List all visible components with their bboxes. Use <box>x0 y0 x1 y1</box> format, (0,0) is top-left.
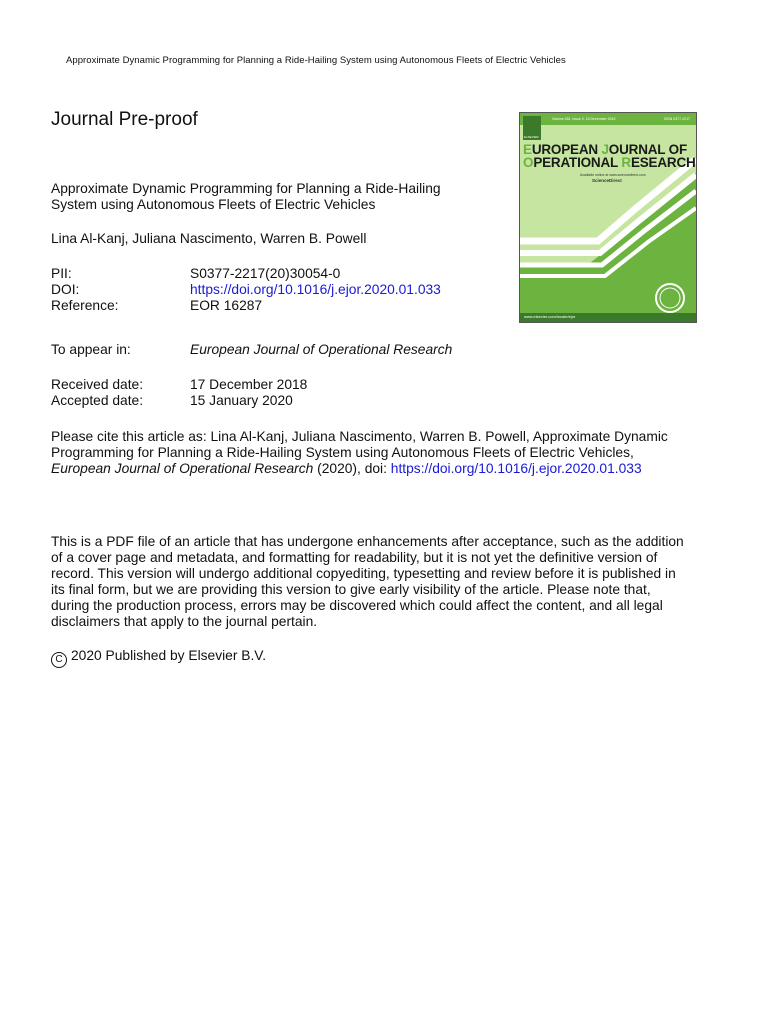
copyright-text: 2020 Published by Elsevier B.V. <box>71 648 267 663</box>
article-authors: Lina Al-Kanj, Juliana Nascimento, Warren B. Powell <box>51 231 367 246</box>
reference-value: EOR 16287 <box>190 298 263 313</box>
journal-cover-image <box>519 112 697 323</box>
cover-journal-title: EUROPEAN JOURNAL OF OPERATIONAL RESEARCH <box>523 142 696 170</box>
elsevier-logo-icon <box>523 116 541 140</box>
preproof-notice: This is a PDF file of an article that has undergone enhancements after acceptance, such as the addition of a cover page and metadata, and formatting for readability, but it is not yet the definitive version of record. This version will undergo additional copyediting, typesetting and review before it is published in its final form, but we are providing this version to give early visibility of the article. Please note that, during the production process, errors may be discovered which could affect the content, and all legal disclaimers that apply to the journal pertain. <box>51 534 684 629</box>
received-label: Received date: <box>51 377 144 392</box>
copyright-icon: C <box>51 652 67 668</box>
doi-link[interactable]: https://doi.org/10.1016/j.ejor.2020.01.033 <box>190 282 441 297</box>
elsevier-logo-text: ELSEVIER <box>524 135 539 139</box>
citation-prefix: Please cite this article as: Lina Al-Kanj, Juliana Nascimento, Warren B. Powell, Approximate Dynamic Programming for Planning a Ride-Hailing System using Autonomous Fleets of Electric Vehicles, <box>51 429 668 460</box>
copyright-line <box>51 648 266 668</box>
meta-row-reference <box>51 298 441 314</box>
article-title: Approximate Dynamic Programming for Planning a Ride-Hailing System using Autonomous Fleets of Electric Vehicles <box>51 181 441 212</box>
doi-label: DOI: <box>51 282 80 297</box>
meta-row-accepted <box>51 393 307 409</box>
pii-value: S0377-2217(20)30054-0 <box>190 266 341 281</box>
cover-url: www.elsevier.com/locate/ejor <box>524 314 576 319</box>
meta-row-received <box>51 377 307 393</box>
meta-row-pii <box>51 266 441 282</box>
accepted-label: Accepted date: <box>51 393 144 408</box>
meta-block-ids <box>51 266 441 314</box>
citation-year-doi: (2020), doi: <box>313 461 391 476</box>
pii-label: PII: <box>51 266 72 281</box>
meta-block-dates <box>51 377 307 409</box>
cover-issn: ISSN 0377-2217 <box>664 117 690 121</box>
appear-label: To appear in: <box>51 342 131 357</box>
citation-journal: European Journal of Operational Research <box>51 461 314 476</box>
running-head: Approximate Dynamic Programming for Planning a Ride-Hailing System using Autonomous Fleets of Electric Vehicles <box>66 55 566 66</box>
appear-journal: European Journal of Operational Research <box>190 342 453 357</box>
accepted-value: 15 January 2020 <box>190 393 293 408</box>
meta-row-doi <box>51 282 441 298</box>
reference-label: Reference: <box>51 298 119 313</box>
cover-sciencedirect: ScienceDirect <box>592 178 622 183</box>
meta-row-appear <box>51 342 452 358</box>
citation-block <box>51 429 691 477</box>
cover-volume: Volume 281, Issue 3, 16 December 2019 <box>552 117 616 121</box>
citation-doi-link[interactable]: https://doi.org/10.1016/j.ejor.2020.01.033 <box>390 461 642 476</box>
cover-available-online: Available online at www.sciencedirect.com <box>580 173 646 177</box>
journal-preproof-heading: Journal Pre-proof <box>51 109 198 130</box>
received-value: 17 December 2018 <box>190 377 308 392</box>
